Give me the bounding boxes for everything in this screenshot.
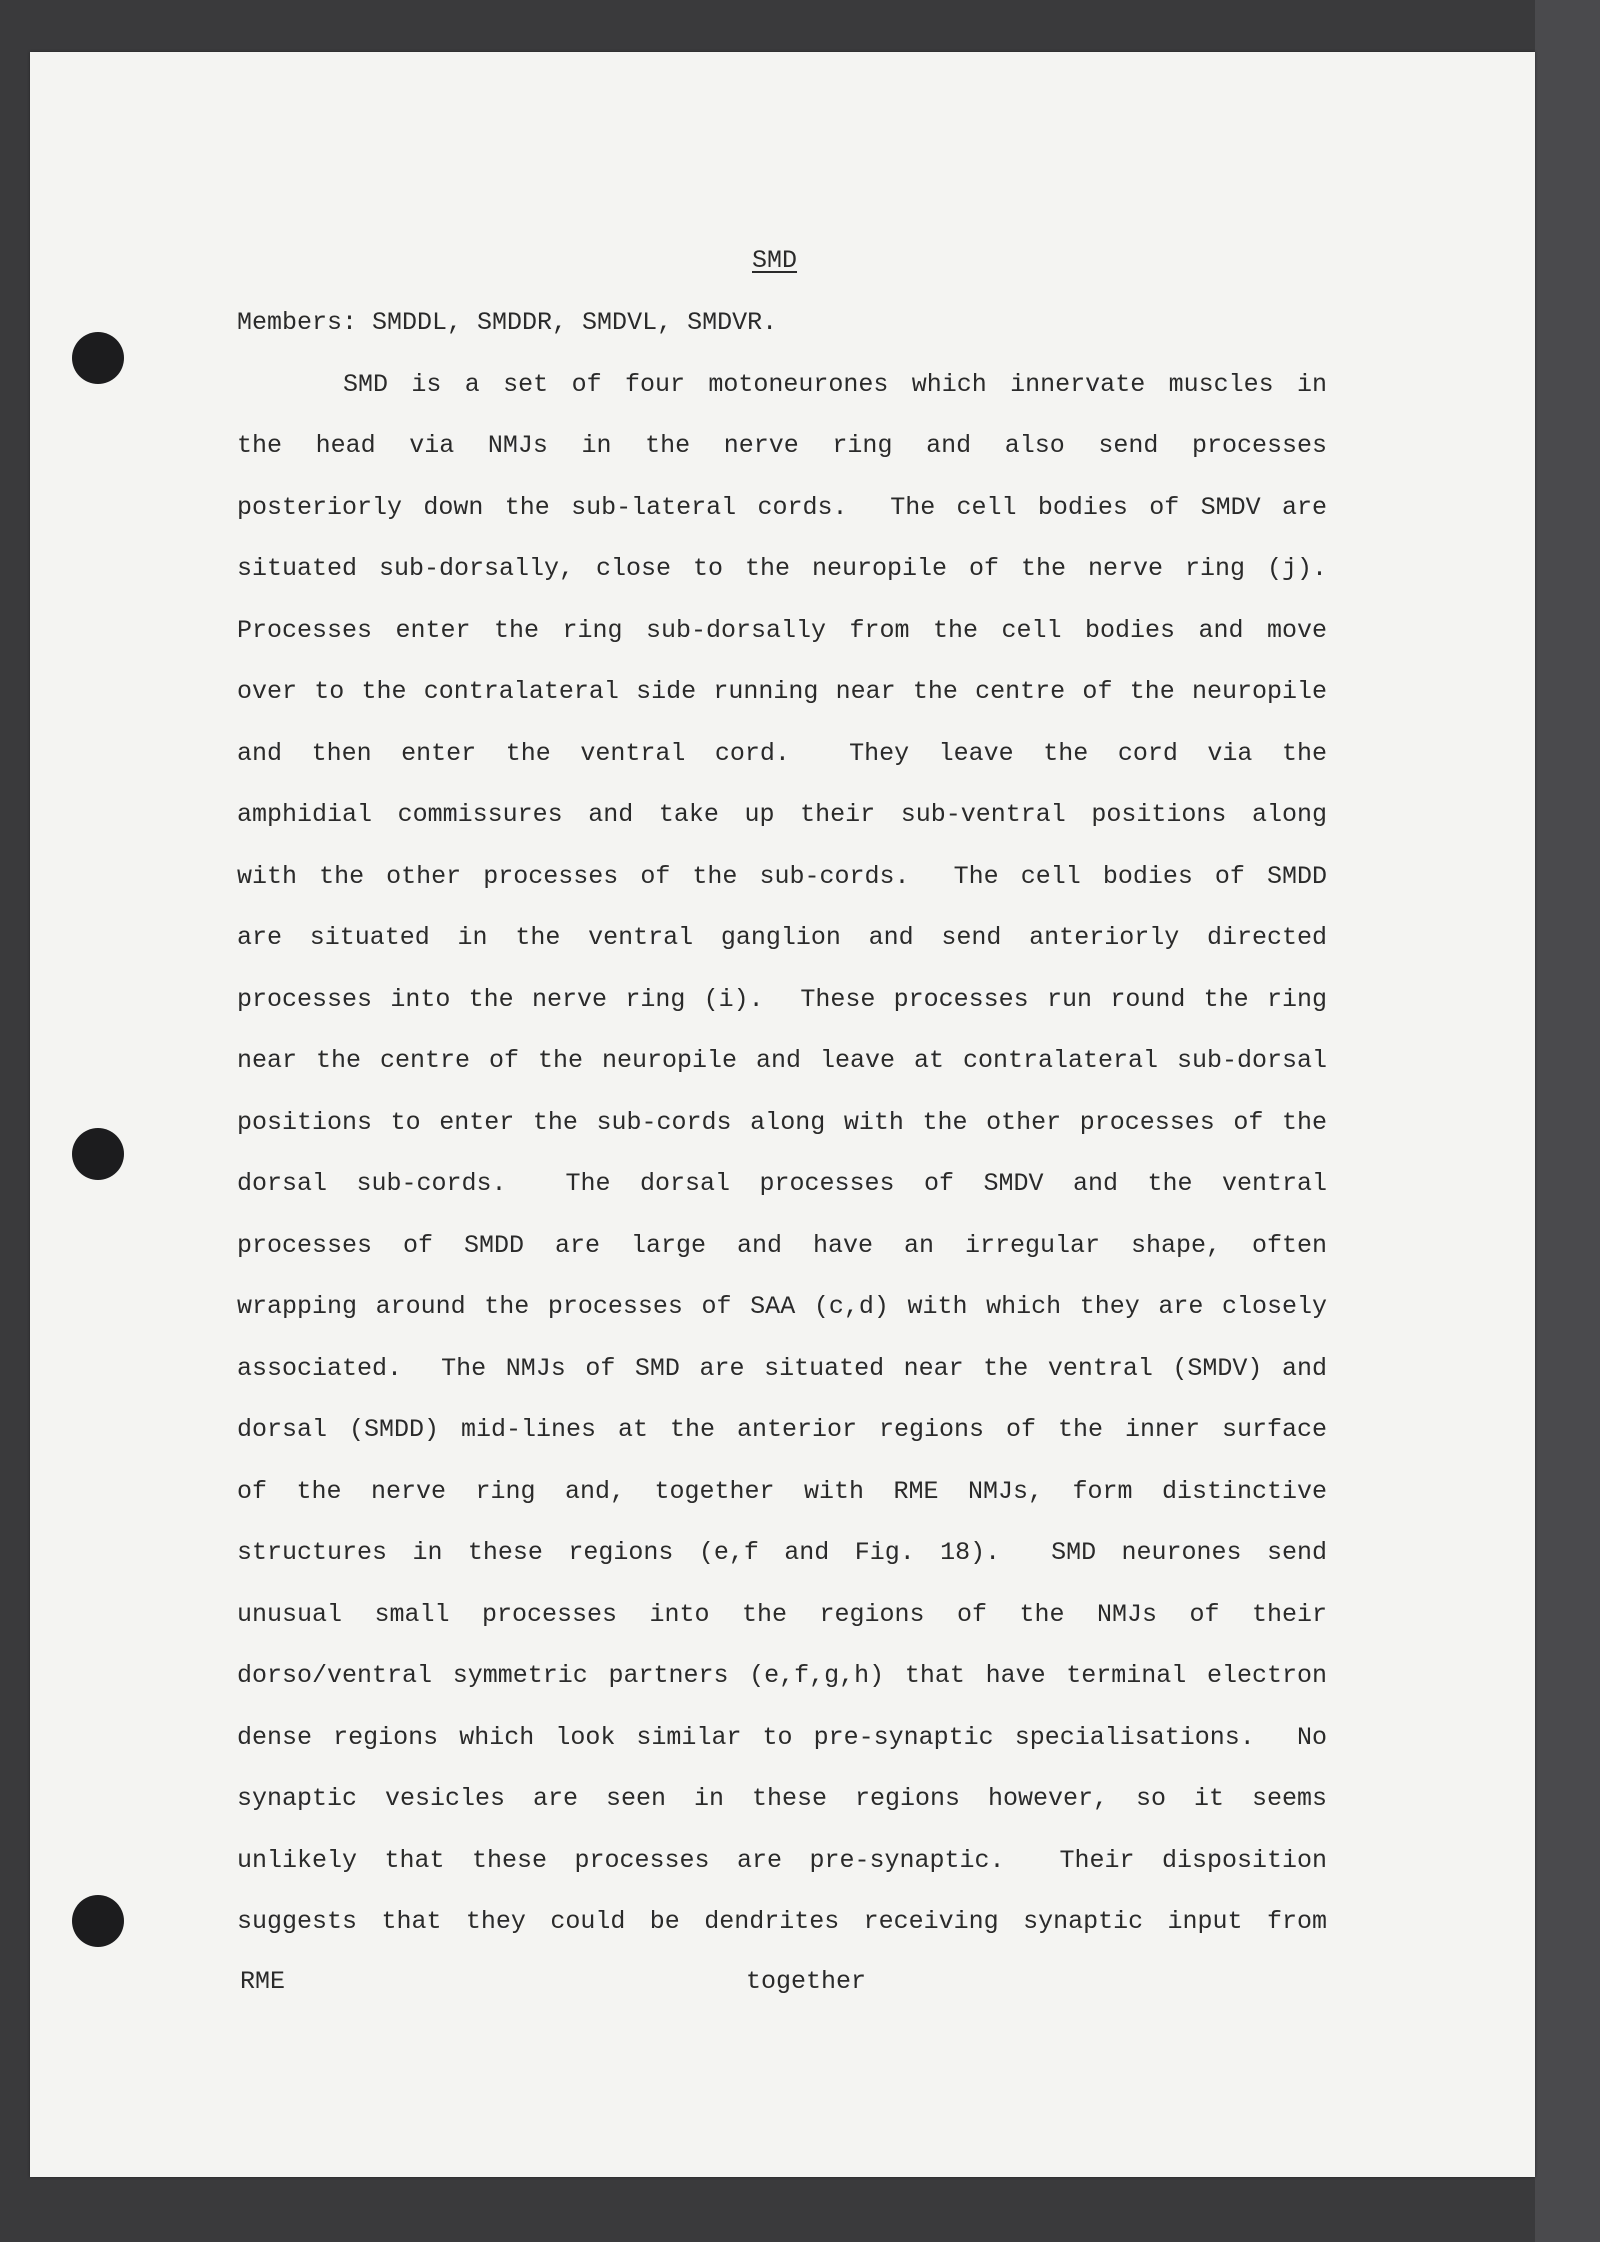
body-line: situated sub-dorsally, close to the neuropile of the nerve ring (j). — [237, 554, 1327, 583]
body-line: processes into the nerve ring (i). These processes run round the ring — [237, 985, 1327, 1014]
punch-hole-bottom — [72, 1895, 124, 1947]
footer-catchword-right: together — [746, 1967, 867, 1996]
body-line: synaptic vesicles are seen in these regions however, so it seems — [237, 1784, 1327, 1813]
members-line: Members: SMDDL, SMDDR, SMDVL, SMDVR. — [237, 308, 778, 337]
body-line: over to the contralateral side running near the centre of the neuropile — [237, 677, 1327, 706]
body-line: and then enter the ventral cord. They leave the cord via the — [237, 739, 1327, 768]
footer-catchword-left: RME — [240, 1967, 286, 1996]
body-line: unusual small processes into the regions of the NMJs of their — [237, 1600, 1327, 1629]
body-line: amphidial commissures and take up their sub-ventral positions along — [237, 800, 1327, 829]
body-line: positions to enter the sub-cords along with the other processes of the — [237, 1108, 1327, 1137]
body-line: suggests that they could be dendrites receiving synaptic input from — [237, 1907, 1327, 1936]
body-line: the head via NMJs in the nerve ring and also send processes — [237, 431, 1327, 460]
body-line: associated. The NMJs of SMD are situated near the ventral (SMDV) and — [237, 1354, 1327, 1383]
body-line: dorso/ventral symmetric partners (e,f,g,h) that have terminal electron — [237, 1661, 1327, 1690]
body-line: structures in these regions (e,f and Fig. 18). SMD neurones send — [237, 1538, 1327, 1567]
body-line: of the nerve ring and, together with RME NMJs, form distinctive — [237, 1477, 1327, 1506]
punch-hole-top — [72, 332, 124, 384]
body-line: dense regions which look similar to pre-synaptic specialisations. No — [237, 1723, 1327, 1752]
body-line: unlikely that these processes are pre-synaptic. Their disposition — [237, 1846, 1327, 1875]
body-line: SMD is a set of four motoneurones which innervate muscles in — [343, 370, 1327, 399]
body-line: Processes enter the ring sub-dorsally from the cell bodies and move — [237, 616, 1327, 645]
body-line: are situated in the ventral ganglion and send anteriorly directed — [237, 923, 1327, 952]
body-line: with the other processes of the sub-cords. The cell bodies of SMDD — [237, 862, 1327, 891]
body-line: dorsal sub-cords. The dorsal processes of SMDV and the ventral — [237, 1169, 1327, 1198]
scan-background-edge — [1535, 0, 1600, 2242]
body-line: wrapping around the processes of SAA (c,d) with which they are closely — [237, 1292, 1327, 1321]
body-line: dorsal (SMDD) mid-lines at the anterior regions of the inner surface — [237, 1415, 1327, 1444]
punch-hole-middle — [72, 1128, 124, 1180]
body-line: posteriorly down the sub-lateral cords. The cell bodies of SMDV are — [237, 493, 1327, 522]
body-line: processes of SMDD are large and have an irregular shape, often — [237, 1231, 1327, 1260]
body-line: near the centre of the neuropile and leave at contralateral sub-dorsal — [237, 1046, 1327, 1075]
page-title: SMD — [752, 246, 798, 275]
